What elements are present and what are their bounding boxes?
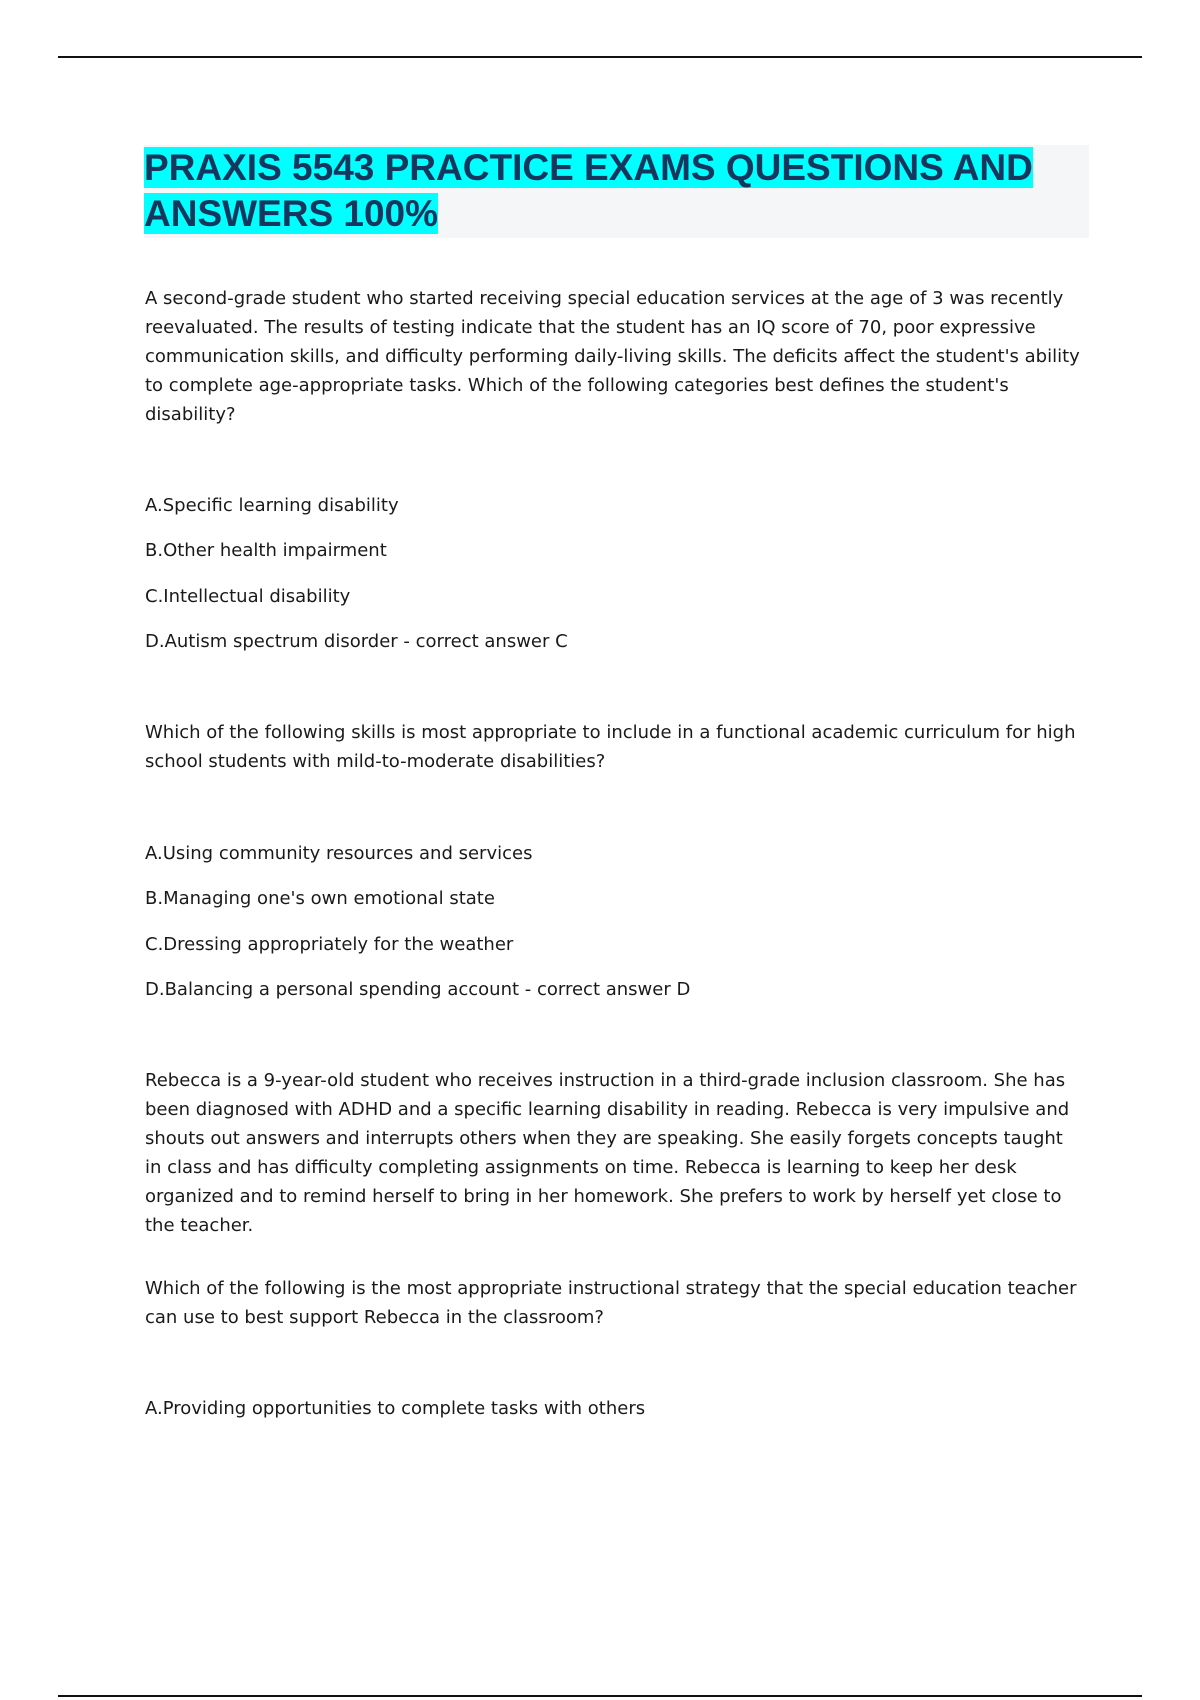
question-1-option-b: B.Other health impairment bbox=[145, 540, 387, 561]
bottom-rule bbox=[58, 1695, 1142, 1697]
question-1-option-d: D.Autism spectrum disorder - correct answer C bbox=[145, 631, 568, 652]
question-2-text: Which of the following skills is most appropriate to include in a functional academic curriculum for high school students with mild-to-moderate disabilities? bbox=[145, 722, 1076, 772]
question-1-text: A second-grade student who started receiving special education services at the age of 3 was recently reevaluated. The results of testing indicate that the student has an IQ score of 70, poor expressive communication skills, and difficulty performing daily-living skills. The deficits affect the student's ability to complete age-appropriate tasks. Which of the following categories best defines the student's disability? bbox=[145, 288, 1080, 425]
question-2-option-a: A.Using community resources and services bbox=[145, 843, 533, 864]
question-3-scenario: Rebecca is a 9-year-old student who receives instruction in a third-grade inclusion classroom. She has been diagnosed with ADHD and a specific learning disability in reading. Rebecca is very impulsive and shouts out answers and interrupts others when they are speaking. She easily forgets concepts taught in class and has difficulty completing assignments on time. Rebecca is learning to keep her desk organized and to remind herself to bring in her homework. She prefers to work by herself yet close to the teacher. bbox=[145, 1070, 1070, 1236]
top-rule bbox=[58, 56, 1142, 58]
title-highlight: PRAXIS 5543 PRACTICE EXAMS QUESTIONS AND ANSWERS 100% bbox=[144, 147, 1033, 234]
question-2-option-b: B.Managing one's own emotional state bbox=[145, 888, 495, 909]
document-title bbox=[144, 145, 1044, 237]
title-block bbox=[144, 145, 1089, 238]
question-1-option-c: C.Intellectual disability bbox=[145, 586, 351, 607]
question-3-text: Which of the following is the most appropriate instructional strategy that the special education teacher can use to best support Rebecca in the classroom? bbox=[145, 1278, 1077, 1328]
question-2-option-d: D.Balancing a personal spending account - correct answer D bbox=[145, 979, 691, 1000]
question-1-option-a: A.Specific learning disability bbox=[145, 495, 399, 516]
question-3-option-a: A.Providing opportunities to complete tasks with others bbox=[145, 1398, 646, 1419]
question-2-option-c: C.Dressing appropriately for the weather bbox=[145, 934, 514, 955]
